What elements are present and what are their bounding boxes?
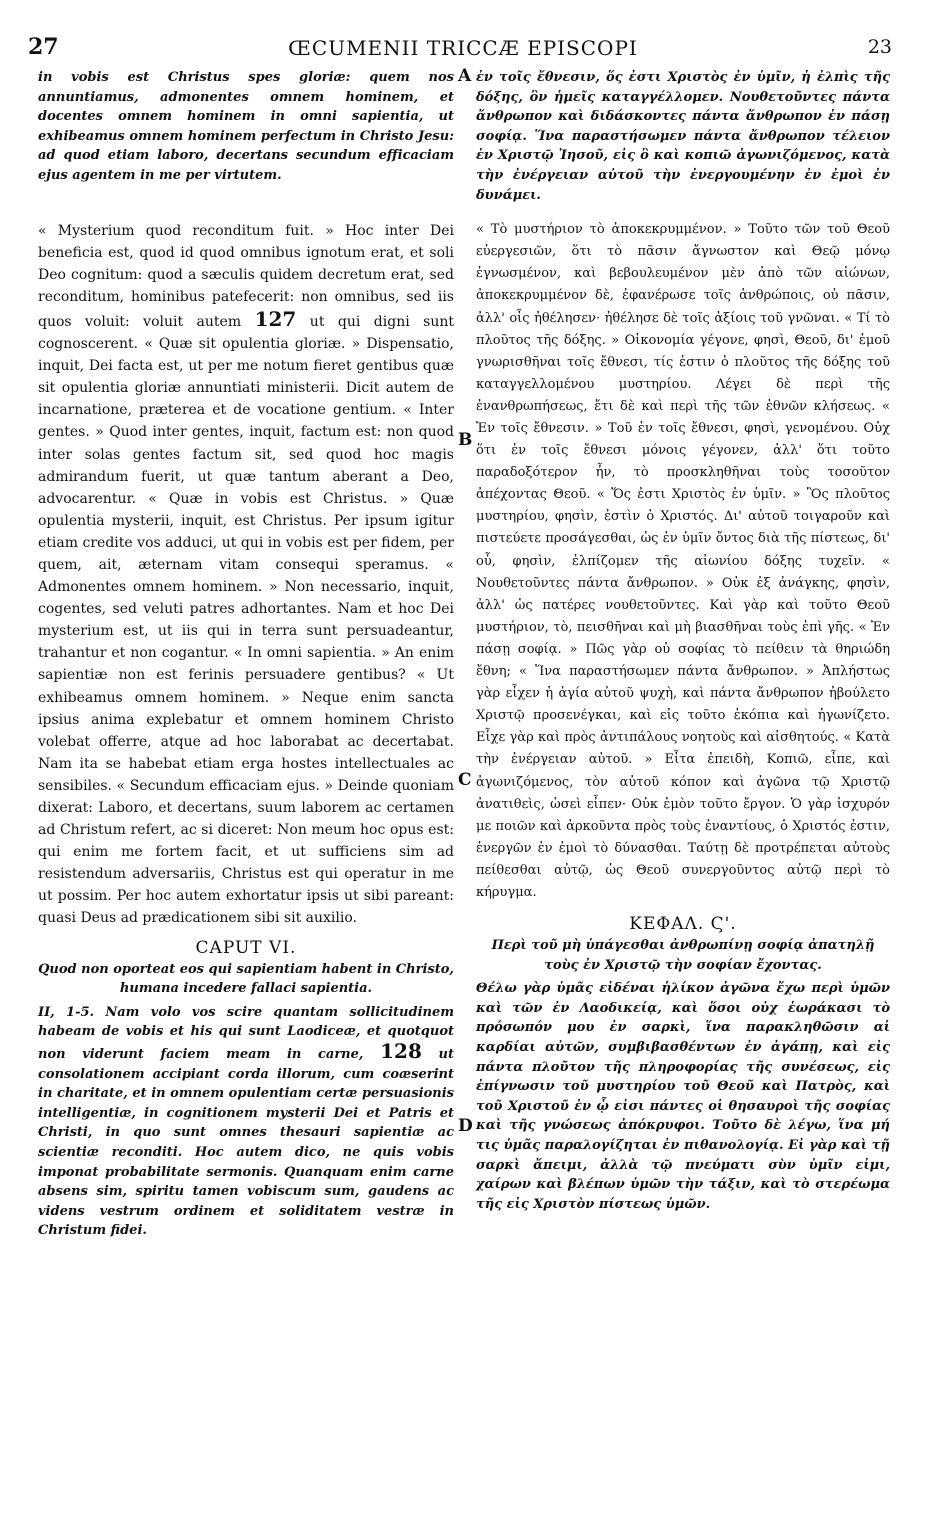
greek-scripture-intro: ἐν τοῖς ἔθνεσιν, ὅς ἐστι Χριστὸς ἐν ὑμῖν, ἡ ἐλπὶς τῆς δόξης, ὃν ἡμεῖς καταγγέλλομεν. Νουθετοῦντες πάντα ἄνθρωπον καὶ διδάσκοντες πάντα ἄνθρωπον ἐν πάσῃ σοφίᾳ. Ἵνα παραστήσωμεν πάντα ἄνθρωπον τέλειον ἐν Χριστῷ Ἰησοῦ, εἰς ὃ καὶ κοπιῶ ἀγωνιζόμενος, κατὰ τὴν ἐνέργειαν αὐτοῦ τὴν ἐνεργουμένην ἐν ἐμοὶ ἐν δυνάμει.	[476, 70, 890, 203]
page-number-right: 23	[867, 36, 892, 58]
margin-mark-a: A	[458, 66, 472, 86]
greek-column	[476, 68, 890, 1214]
page-header	[0, 34, 926, 64]
marginal-number-128: 128	[380, 1038, 422, 1063]
latin-commentary-part-1: « Mysterium quod reconditum fuit. » Hoc inter Dei beneficia est, quod id quod omnibus ignotum erat, et soli Deo cognitum: quod a sæculis quidem decretum erat, sed reconditum, hominibus patefecerit: non omnibus, sed iis quos voluit: voluit autem	[38, 222, 454, 330]
latin-scripture-intro: in vobis est Christus spes gloriæ: quem nos annuntiamus, admonentes omnem hominem, et docentes omnem hominem in omni sapientia, ut exhibeamus omnem hominem perfectum in Christo Jesu: ad quod etiam laboro, decertans secundum efficaciam ejus agentem in me per virtutem.	[38, 70, 454, 183]
latin-scripture-text	[38, 1003, 454, 1241]
latin-scripture-part-1: II, 1-5. Nam volo vos scire quantam sollicitudinem habeam de vobis et his qui sunt Laodiceæ, et quotquot non viderunt faciem meam in carne,	[38, 1004, 454, 1062]
margin-mark-d: D	[458, 1116, 473, 1136]
margin-mark-c: C	[458, 770, 472, 790]
latin-commentary-part-2: ut qui digni sunt cognoscerent. « Quæ sit opulentia gloriæ. » Dispensatio, inquit, Dei facta est, ut per me notum fieret gentibus quæ sit opulentia gloriæ annuntiati ministerii. Dicit autem de incarnatione, præterea et de vocatione gentium. « Inter gentes. » Quod inter gentes, inquit, factum est: non quod inter solas gentes factum sit, sed quod hoc magis admirandum fuerit, ut quæ tantum aberant a Deo, advocarentur. « Quæ in vobis est Christus. » Quæ opulentia mysterii, inquit, est Christus. Per ipsum igitur etiam credite vos adduci, ut qui in vobis est per fidem, per quem, ait, æternam vitam consequi speramus. « Admonentes omnem hominem. » Non necessario, inquit, cogentes, sed veluti patres adhortantes. Nam et hoc Dei mysterium est, ut iis qui in terra sunt persuadeantur, trahantur et non cogantur. « In omni sapientia. » An enim sapientiæ non est ferinis persuadere gentibus? « Ut exhibeamus omnem hominem. » Neque enim sancta ipsius anima explebatur et omnem hominem Christo volebat offerre, atque ad hoc laborabat ac decertabat. Nam ita se habebat etiam erga hostes intellectuales ac sensibiles. « Secundum efficaciam ejus. » Deinde quoniam dixerat: Laboro, et decertans, suum laborem ac certamen ad Christum refert, ac si diceret: Non meum hoc opus est: qui enim me fortem facit, et ut sufficiens sim ad resistendum adversariis, Christus est qui operatur in me ut possim. Per hoc autem exhortatur ipsis ut sibi pareant: quasi Deus ad prædicationem sibi sit auxilio.	[38, 313, 455, 927]
marginal-number-127: 127	[254, 306, 297, 331]
latin-scripture-part-2: ut consolationem accipiant corda illorum, cum coæserint in charitate, et in omnem opulentiam certæ persuasionis intelligentiæ, in cognitionem mysterii Dei et Patris et Christi, in quo sunt omnes thesauri sapientiæ ac scientiæ reconditi. Hoc autem dico, ne quis vobis imponat probabilitate sermonis. Quanquam enim carne absens sim, spiritu tamen vobiscum sum, gaudens ac videns vestrum ordinem et soliditatem vestræ in Christum fidei.	[38, 1046, 454, 1239]
latin-commentary	[38, 220, 454, 930]
greek-commentary: « Τὸ μυστήριον τὸ ἀποκεκρυμμένον. » Τοῦτο τῶν τοῦ Θεοῦ εὐεργεσιῶν, ὅτι τὸ πᾶσιν ἄγνωστον καὶ Θεῷ μόνῳ ἐγνωσμένον, καὶ βεβουλευμένον μὲν ἀπὸ τῶν αἰώνων, ἀποκεκρυμμένον δὲ, ἐφανέρωσε τοῖς ἀνθρώποις, οὐ πᾶσιν, ἀλλ' οἷς ἠθέλησεν· ἠθέλησε δὲ τοῖς ἀξίοις τοῦ γνῶναι. « Τί τὸ πλοῦτος τῆς δόξης. » Οἰκονομία γέγονε, φησὶ, Θεοῦ, δι' ἐμοῦ γνωρισθῆναι τοῖς ἔθνεσι, τίς ἐστιν ὁ πλοῦτος τῆς δόξης τοῦ καταγγελλομένου μυστηρίου. Λέγει δὲ περὶ τῆς ἐνανθρωπήσεως, ἔτι δὲ καὶ περὶ τῆς τῶν ἐθνῶν κλήσεως. « Ἐν τοῖς ἔθνεσιν. » Τοῦ ἐν τοῖς ἔθνεσι, φησὶ, γενομένου. Οὐχ ὅτι ἐν τοῖς ἔθνεσι μόνοις γέγονεν, ἀλλ' ὅτι τοῦτο παραδοξότερον ἦν, τὸ προσκληθῆναι τοὺς τοσοῦτον ἀπέχοντας Θεοῦ. « Ὅς ἐστι Χριστὸς ἐν ὑμῖν. » Ὃς πλοῦτος μυστηρίου, φησὶν, ἐστὶν ὁ Χριστός. Δι' αὐτοῦ τοιγαροῦν καὶ πιστεύετε προσάγεσθαι, ὡς ἐν ὑμῖν ὄντος διὰ τῆς πίστεως, δι' οὗ, φησὶν, ἐλπίζομεν τῆς αἰωνίου δόξης τυχεῖν. « Νουθετοῦντες πάντα ἄνθρωπον. » Οὐκ ἐξ ἀνάγκης, φησὶν, ἀλλ' ὡς πατέρες νουθετοῦντες. Καὶ γὰρ καὶ τοῦτο Θεοῦ μυστήριον, τὸ, πεισθῆναι καὶ μὴ βιασθῆναι τοὺς ἐπὶ γῆς. « Ἐν πάσῃ σοφίᾳ. » Πῶς γὰρ οὐ σοφίας τὸ πείθειν τὰ θηριώδη ἔθνη; « Ἵνα παραστήσωμεν πάντα ἄνθρωπον. » Ἀπλήστως γὰρ εἶχεν ἡ ἁγία αὐτοῦ ψυχὴ, καὶ πάντα ἄνθρωπον ἠβούλετο Χριστῷ προσενέγκαι, καὶ εἰς τοῦτο ἐκόπια καὶ ἠγωνίζετο. Εἶχε γὰρ καὶ πρὸς ἀντιπάλους νοητοὺς καὶ αἰσθητούς. « Κατὰ τὴν ἐνέργειαν αὐτοῦ. » Εἶτα ἐπειδὴ, Κοπιῶ, εἶπε, καὶ ἀγωνιζόμενος, τὸν αὐτοῦ κόπον καὶ ἀγῶνα τῷ Χριστῷ ἀνατιθεὶς, ὡσεὶ εἶπεν· Οὐκ ἐμὸν τοῦτο ἔργον. Ὁ γὰρ ἰσχυρόν με ποιῶν καὶ ἀρκοῦντα πρὸς τοὺς ἐναντίους, ὁ Χριστός ἐστιν, ἐνεργῶν ἐν ἐμοὶ τὸ δύνασθαι. Ταύτῃ δὲ προτρέπεται αὐτοὺς πείθεσθαι αὐτῷ, ὡς Θεοῦ συνεργοῦντος αὐτῷ περὶ τὸ κήρυγμα.	[476, 222, 890, 900]
caput-heading: CAPUT VI.	[195, 937, 297, 958]
kephalaion-subtitle: Περὶ τοῦ μὴ ὑπάγεσθαι ἀνθρωπίνῃ σοφίᾳ ἀπατηλῇ τοὺς ἐν Χριστῷ τὴν σοφίαν ἔχοντας.	[491, 938, 875, 973]
page-number-left: 27	[28, 34, 59, 60]
greek-scripture-text: Θέλω γὰρ ὑμᾶς εἰδέναι ἡλίκον ἀγῶνα ἔχω περὶ ὑμῶν καὶ τῶν ἐν Λαοδικείᾳ, καὶ ὅσοι οὐχ ἑωράκασι τὸ πρόσωπόν μου ἐν σαρκὶ, ἵνα παρακληθῶσιν αἱ καρδίαι αὐτῶν, συμβιβασθέντων ἐν ἀγάπῃ, καὶ εἰς πάντα πλοῦτον τῆς πληροφορίας τῆς συνέσεως, εἰς ἐπίγνωσιν τοῦ μυστηρίου τοῦ Θεοῦ καὶ Πατρὸς, καὶ τοῦ Χριστοῦ ἐν ᾧ εἰσι πάντες οἱ θησαυροὶ τῆς σοφίας καὶ τῆς γνώσεως ἀπόκρυφοι. Τοῦτο δὲ λέγω, ἵνα μή τις ὑμᾶς παραλογίζηται ἐν πιθανολογίᾳ. Εἰ γὰρ καὶ τῇ σαρκὶ ἄπειμι, ἀλλὰ τῷ πνεύματι σὺν ὑμῖν εἰμι, χαίρων καὶ βλέπων ὑμῶν τὴν τάξιν, καὶ τὸ στερέωμα τῆς εἰς Χριστὸν πίστεως ὑμῶν.	[476, 981, 890, 1212]
running-title: ŒCUMENII TRICCÆ EPISCOPI	[288, 36, 638, 60]
caput-subtitle: Quod non oporteat eos qui sapientiam habent in Christo, humana incedere fallaci sapientia.	[38, 961, 454, 997]
margin-mark-b: B	[458, 430, 473, 450]
kephalaion-heading: ΚΕΦΑΛ. Ϛ'.	[629, 914, 737, 935]
latin-column	[38, 68, 454, 1241]
